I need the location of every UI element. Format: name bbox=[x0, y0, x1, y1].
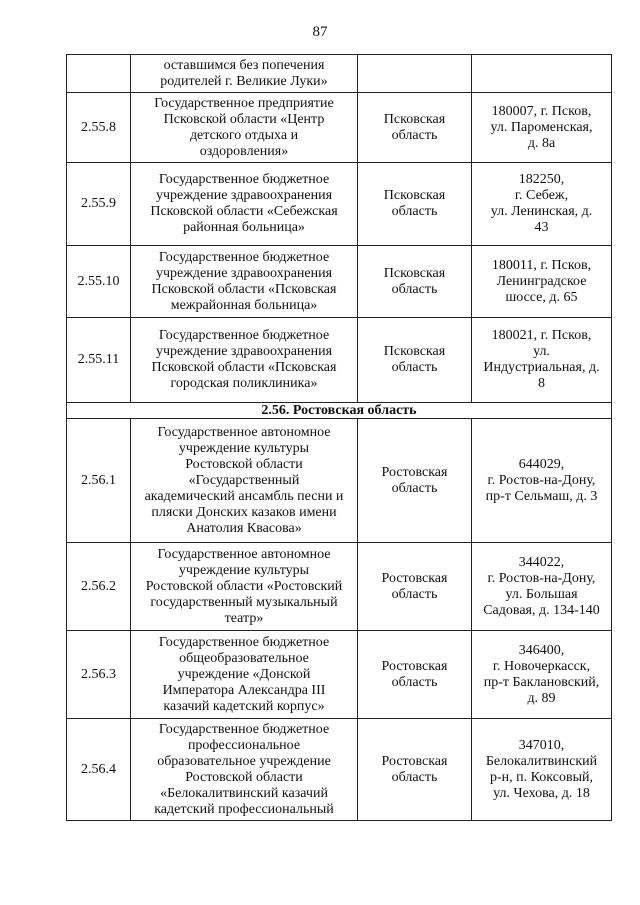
region: Ростовская область bbox=[358, 719, 472, 821]
row-number: 2.55.11 bbox=[67, 318, 131, 403]
organization-name: оставшимся без попечения родителей г. Великие Луки» bbox=[131, 55, 358, 93]
row-number bbox=[67, 55, 131, 93]
organization-name: Государственное бюджетное учреждение здравоохранения Псковской области «Псковская межрайонная больница» bbox=[131, 246, 358, 318]
row-number: 2.56.4 bbox=[67, 719, 131, 821]
section-title: 2.56. Ростовская область bbox=[67, 403, 612, 419]
table-row bbox=[67, 55, 612, 93]
table-row bbox=[67, 543, 612, 631]
address: 180021, г. Псков, ул. Индустриальная, д. 8 bbox=[472, 318, 612, 403]
organization-name: Государственное бюджетное профессиональное образовательное учреждение Ростовской области «Белокалитвинский казачий кадетский профессиональный bbox=[131, 719, 358, 821]
address: 644029, г. Ростов-на-Дону, пр-т Сельмаш, д. 3 bbox=[472, 419, 612, 543]
organization-name: Государственное автономное учреждение культуры Ростовской области «Государственный академический ансамбль песни и пляски Донских казаков имени Анатолия Квасова» bbox=[131, 419, 358, 543]
table-row bbox=[67, 419, 612, 543]
organization-name: Государственное бюджетное учреждение здравоохранения Псковской области «Себежская районная больница» bbox=[131, 163, 358, 246]
row-number: 2.55.8 bbox=[67, 93, 131, 163]
table-row bbox=[67, 719, 612, 821]
address: 344022, г. Ростов-на-Дону, ул. Большая Садовая, д. 134-140 bbox=[472, 543, 612, 631]
row-number: 2.55.10 bbox=[67, 246, 131, 318]
table-row bbox=[67, 163, 612, 246]
organization-name: Государственное бюджетное общеобразовательное учреждение «Донской Императора Александра III казачий кадетский корпус» bbox=[131, 631, 358, 719]
address bbox=[472, 55, 612, 93]
region: Псковская область bbox=[358, 246, 472, 318]
organizations-table bbox=[66, 54, 612, 821]
page-number: 87 bbox=[312, 24, 328, 40]
address: 182250, г. Себеж, ул. Ленинская, д. 43 bbox=[472, 163, 612, 246]
organization-name: Государственное предприятие Псковской области «Центр детского отдыха и оздоровления» bbox=[131, 93, 358, 163]
table-row bbox=[67, 318, 612, 403]
address: 346400, г. Новочеркасск, пр-т Баклановский, д. 89 bbox=[472, 631, 612, 719]
address: 180007, г. Псков, ул. Пароменская, д. 8а bbox=[472, 93, 612, 163]
table-row bbox=[67, 93, 612, 163]
row-number: 2.56.1 bbox=[67, 419, 131, 543]
region bbox=[358, 55, 472, 93]
address: 180011, г. Псков, Ленинградское шоссе, д. 65 bbox=[472, 246, 612, 318]
row-number: 2.55.9 bbox=[67, 163, 131, 246]
region: Ростовская область bbox=[358, 419, 472, 543]
row-number: 2.56.2 bbox=[67, 543, 131, 631]
table-row bbox=[67, 246, 612, 318]
organization-name: Государственное автономное учреждение культуры Ростовской области «Ростовский государственный музыкальный театр» bbox=[131, 543, 358, 631]
organization-name: Государственное бюджетное учреждение здравоохранения Псковской области «Псковская городская поликлиника» bbox=[131, 318, 358, 403]
table-row bbox=[67, 631, 612, 719]
row-number: 2.56.3 bbox=[67, 631, 131, 719]
region: Псковская область bbox=[358, 163, 472, 246]
region: Псковская область bbox=[358, 93, 472, 163]
region: Псковская область bbox=[358, 318, 472, 403]
region: Ростовская область bbox=[358, 543, 472, 631]
section-row bbox=[67, 403, 612, 419]
region: Ростовская область bbox=[358, 631, 472, 719]
address: 347010, Белокалитвинский р-н, п. Коксовый, ул. Чехова, д. 18 bbox=[472, 719, 612, 821]
